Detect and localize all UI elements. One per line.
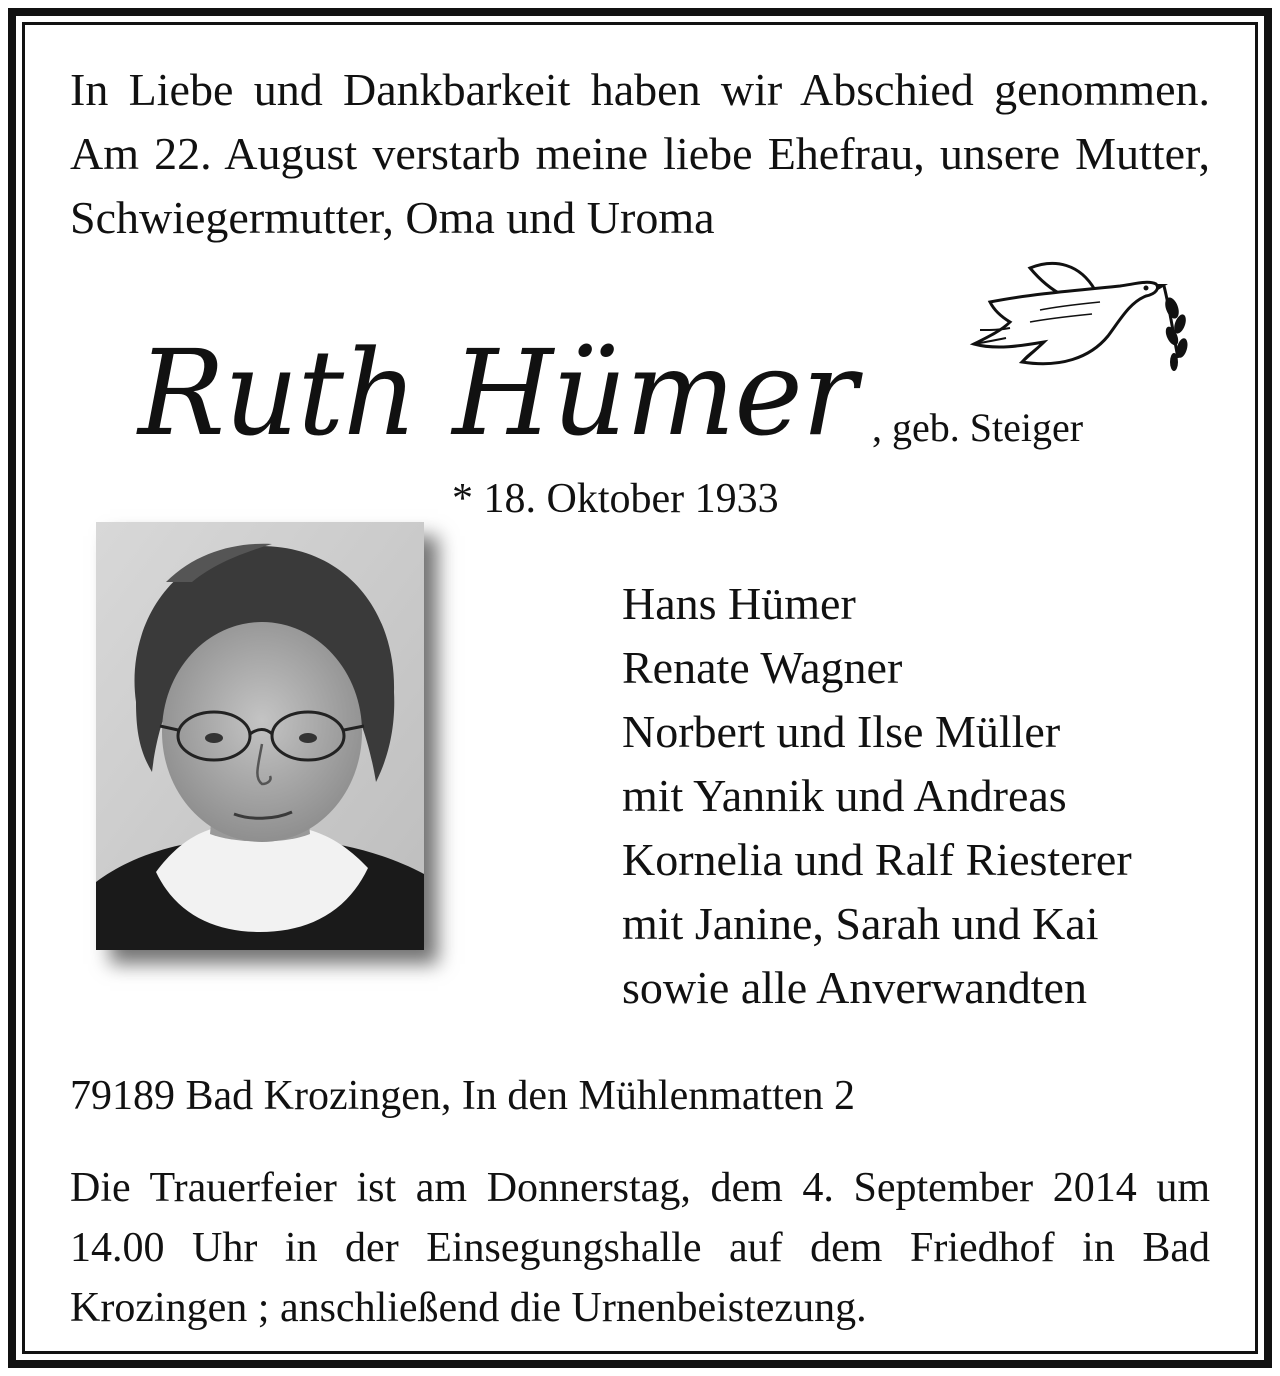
deceased-name: Ruth Hümer — [138, 324, 857, 462]
ceremony-text: Die Trauerfeier ist am Donnerstag, dem 4. September 2014 um 14.00 Uhr in der Einsegungshalle auf dem Friedhof in Bad Krozingen ; anschließend die Urnenbeistezung. — [70, 1165, 1210, 1331]
family-member: Norbert und Ilse Müller — [622, 706, 1061, 757]
birth-date: * 18. Oktober 1933 — [452, 476, 779, 522]
family-member: Renate Wagner — [622, 642, 903, 693]
portrait-photo — [96, 522, 424, 950]
family-member: Hans Hümer — [622, 578, 856, 629]
family-list — [622, 572, 1132, 1020]
intro-text: In Liebe und Dankbarkeit haben wir Abschied genommen. Am 22. August verstarb meine liebe Ehefrau, unsere Mutter, Schwiegermutter, Oma und Uroma — [70, 64, 1210, 243]
family-member: sowie alle Anverwandten — [622, 962, 1087, 1013]
address: 79189 Bad Krozingen, In den Mühlenmatten 2 — [70, 1073, 855, 1119]
family-member: Kornelia und Ralf Riesterer — [622, 834, 1132, 885]
family-member: mit Janine, Sarah und Kai — [622, 898, 1099, 949]
dove-icon — [960, 250, 1190, 390]
maiden-name: , geb. Steiger — [872, 405, 1084, 450]
family-member: mit Yannik und Andreas — [622, 770, 1067, 821]
portrait-illustration — [96, 522, 424, 950]
